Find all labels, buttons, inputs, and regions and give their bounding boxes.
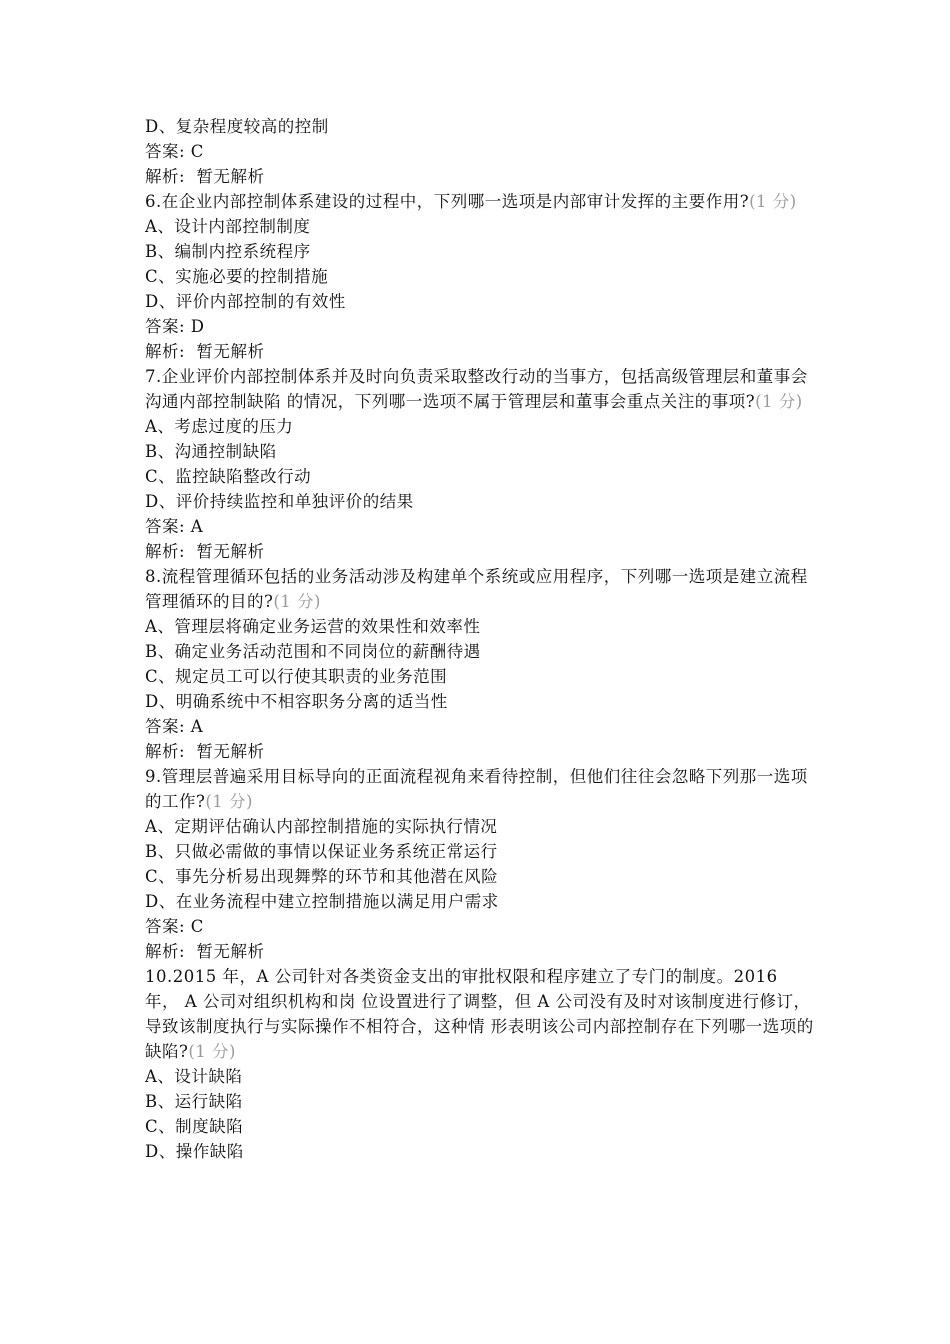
question-6-option-b: B、编制内控系统程序 xyxy=(145,242,311,261)
question-10-option-d: D、操作缺陷 xyxy=(145,1142,244,1161)
question-7-option-d: D、评价持续监控和单独评价的结果 xyxy=(145,492,414,511)
question-8-option-a: A、管理层将确定业务运营的效果性和效率性 xyxy=(145,617,481,636)
question-9-option-a: A、定期评估确认内部控制措施的实际执行情况 xyxy=(145,817,498,836)
question-7-stem xyxy=(145,364,815,414)
question-6-stem xyxy=(145,189,815,214)
question-8-text: 8.流程管理循环包括的业务活动涉及构建单个系统或应用程序，下列哪一选项是建立流程管理循环的目的? xyxy=(145,567,808,611)
question-9-answer: 答案: C xyxy=(145,917,204,936)
question-7-option-c: C、监控缺陷整改行动 xyxy=(145,467,312,486)
question-8-score: (1 分) xyxy=(273,592,321,611)
question-9-option-d: D、在业务流程中建立控制措施以满足用户需求 xyxy=(145,892,499,911)
question-8-analysis: 解析: 暂无解析 xyxy=(145,742,265,761)
question-8-option-d: D、明确系统中不相容职务分离的适当性 xyxy=(145,692,448,711)
question-6-answer: 答案: D xyxy=(145,317,205,336)
question-7-option-a: A、考虑过度的压力 xyxy=(145,417,294,436)
question-6-option-d: D、评价内部控制的有效性 xyxy=(145,292,346,311)
question-9-option-c: C、事先分析易出现舞弊的环节和其他潜在风险 xyxy=(145,867,499,886)
question-7-option-b: B、沟通控制缺陷 xyxy=(145,442,277,461)
question-6-option-c: C、实施必要的控制措施 xyxy=(145,267,329,286)
intro-analysis: 解析: 暂无解析 xyxy=(145,167,265,186)
question-6-option-a: A、设计内部控制制度 xyxy=(145,217,311,236)
question-10-option-b: B、运行缺陷 xyxy=(145,1092,243,1111)
question-6-analysis: 解析: 暂无解析 xyxy=(145,342,265,361)
question-9-score: (1 分) xyxy=(205,792,253,811)
question-10-score: (1 分) xyxy=(188,1042,236,1061)
question-10-option-c: C、制度缺陷 xyxy=(145,1117,244,1136)
question-6-score: (1 分) xyxy=(749,192,797,211)
intro-option-d: D、复杂程度较高的控制 xyxy=(145,117,329,136)
question-8-stem xyxy=(145,564,815,614)
question-8-option-c: C、规定员工可以行使其职责的业务范围 xyxy=(145,667,448,686)
document-page xyxy=(145,114,815,1164)
intro-answer: 答案: C xyxy=(145,142,204,161)
question-7-score: (1 分) xyxy=(755,392,803,411)
question-10-option-a: A、设计缺陷 xyxy=(145,1067,243,1086)
question-7-answer: 答案: A xyxy=(145,517,204,536)
question-10-text: 10.2015 年，A 公司针对各类资金支出的审批权限和程序建立了专门的制度。2016 年， A 公司对组织机构和岗 位设置进行了调整，但 A 公司没有及时对该制度进行修订，导致该制度执行与实际操作不相符合，这种情 形表明该公司内部控制存在下列哪一选项的缺陷? xyxy=(145,967,814,1061)
question-8-option-b: B、确定业务活动范围和不同岗位的薪酬待遇 xyxy=(145,642,481,661)
question-9-option-b: B、只做必需做的事情以保证业务系统正常运行 xyxy=(145,842,498,861)
question-7-text: 7.企业评价内部控制体系并及时向负责采取整改行动的当事方，包括高级管理层和董事会沟通内部控制缺陷 的情况，下列哪一选项不属于管理层和董事会重点关注的事项? xyxy=(145,367,808,411)
question-10-stem xyxy=(145,964,815,1064)
question-7-analysis: 解析: 暂无解析 xyxy=(145,542,265,561)
question-9-text: 9.管理层普遍采用目标导向的正面流程视角来看待控制，但他们往往会忽略下列那一选项的工作? xyxy=(145,767,808,811)
question-9-stem xyxy=(145,764,815,814)
question-8-answer: 答案: A xyxy=(145,717,204,736)
question-9-analysis: 解析: 暂无解析 xyxy=(145,942,265,961)
question-6-text: 6.在企业内部控制体系建设的过程中，下列哪一选项是内部审计发挥的主要作用? xyxy=(145,192,750,211)
